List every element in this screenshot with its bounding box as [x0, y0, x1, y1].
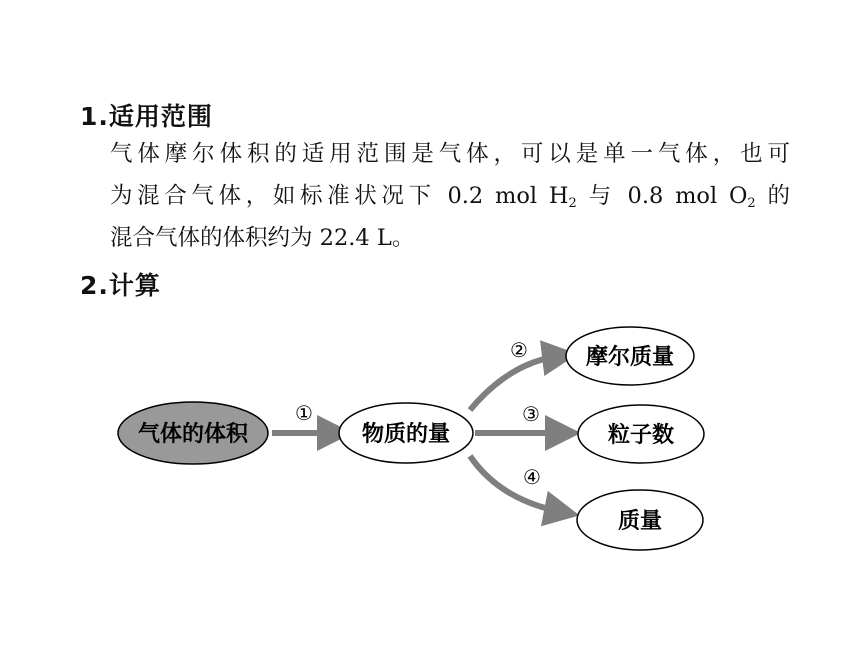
step-1-label: ① [295, 401, 313, 425]
node-particle-count [578, 405, 704, 463]
line2-part-c: 的 [755, 183, 790, 209]
node-particle-count-label: 粒子数 [607, 423, 675, 448]
node-mass-label: 质量 [617, 509, 663, 534]
node-mass [577, 490, 703, 550]
section-1-heading: 1.适用范围 [80, 102, 213, 131]
arrow-4 [470, 456, 562, 512]
node-gas-volume [118, 402, 268, 464]
h2-subscript: 2 [568, 196, 577, 211]
paragraph-line-1: 气体摩尔体积的适用范围是气体，可以是单一气体，也可 [110, 141, 790, 167]
paragraph-line-3: 混合气体的体积约为 22.4 L。 [110, 225, 415, 251]
node-amount-of-substance-label: 物质的量 [361, 422, 451, 447]
section-2-heading: 2.计算 [80, 271, 161, 300]
arrow-2 [470, 356, 560, 410]
node-amount-of-substance [339, 403, 473, 463]
node-molar-mass-label: 摩尔质量 [585, 345, 675, 370]
o2-subscript: 2 [747, 196, 756, 211]
node-gas-volume-label: 气体的体积 [137, 422, 249, 447]
node-molar-mass [566, 327, 694, 385]
step-4-label: ④ [523, 465, 541, 489]
line2-part-b: 与 0.8 mol O [576, 183, 748, 209]
step-3-label: ③ [522, 402, 540, 426]
step-2-label: ② [510, 338, 528, 362]
line2-part-a: 为混合气体，如标准状况下 0.2 mol H [110, 183, 569, 209]
